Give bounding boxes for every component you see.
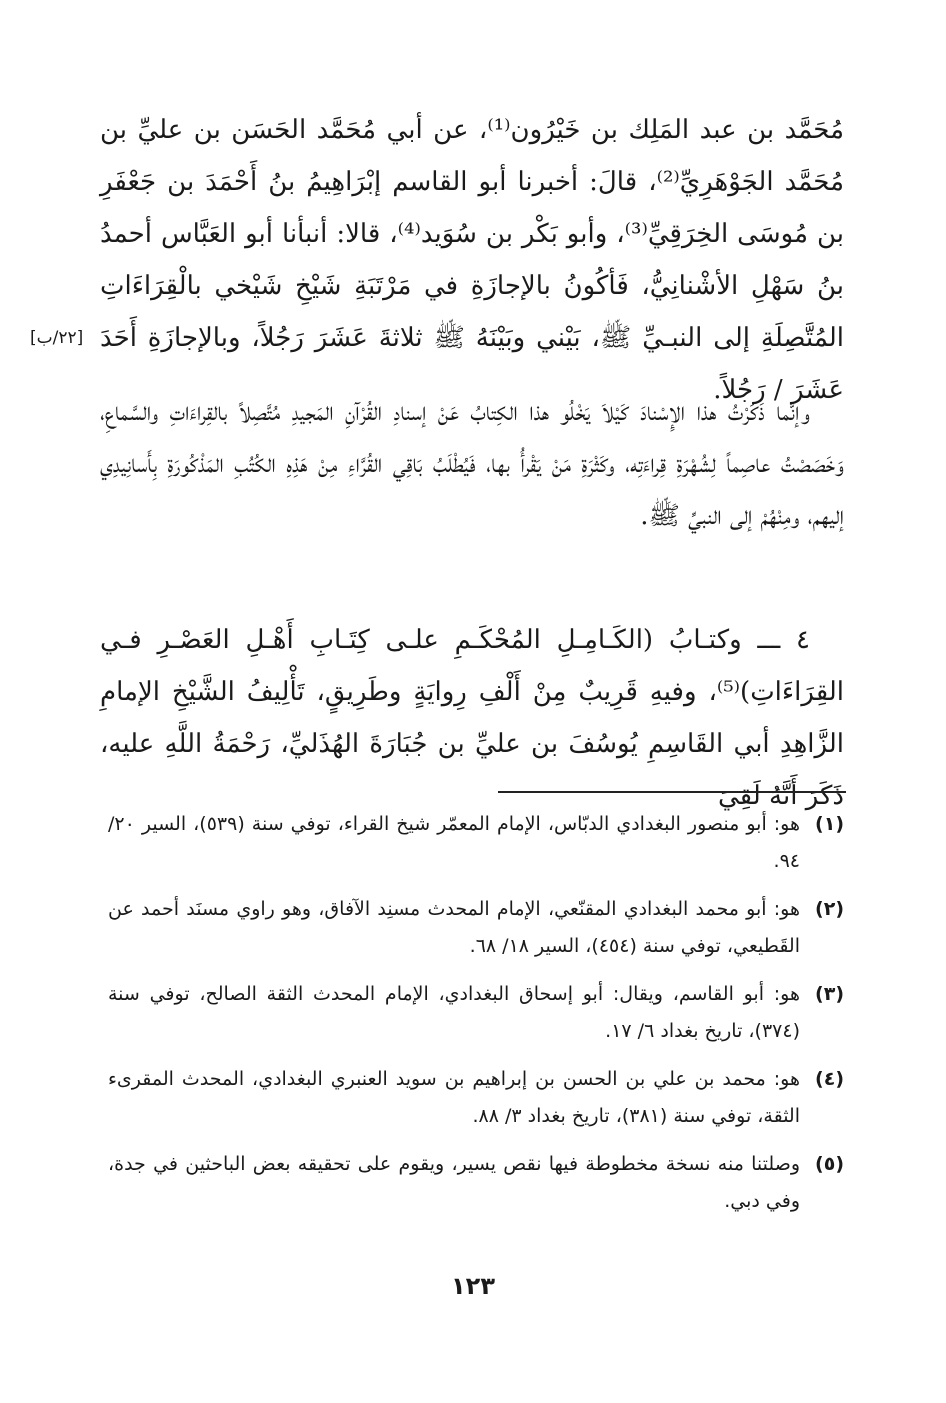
footnote-text: وصلتنا منه نسخة مخطوطة فيها نقص يسير، ويقوم على تحقيقه بعض الباحثين في جدة، وفي دبي. <box>108 1153 800 1212</box>
footnote-number: (٣) <box>815 983 844 1005</box>
footnotes <box>108 806 844 1231</box>
footnote-1 <box>108 806 844 880</box>
margin-folio-note: [٢٢/ب] <box>30 328 84 348</box>
footnote-text: هو: محمد بن علي بن الحسن بن إبراهيم بن سويد العنبري البغدادي، المحدث المقرىء الثقة، توفي سنة (٣٨١)، تاريخ بغداد ٣/ ٨٨. <box>108 1068 800 1127</box>
paragraph-2 <box>100 386 844 542</box>
paragraph-1-text: مُحَمَّد بن عبد المَلِك بن خَيْرُون⁽¹⁾، عن أبي مُحَمَّد الحَسَن بن عليِّ بن مُحَمَّد الجَوْهَرِيِّ⁽²⁾، قالَ: أخبرنا أبو القاسم إبْرَاهِيمُ بنُ أَحْمَدَ بن جَعْفَرِ بن مُوسَى الخِرَقِيِّ⁽³⁾، وأبو بَكْر بن سُوَيد⁽⁴⁾، قالا: أنبأنا أبو العَبَّاس أحمدُ بنُ سَهْلِ الأشْنانِيُّ، فَأكُونُ بالإجازَةِ في مَرْتَبَةِ شَيْخِ شَيْخي بالْقِرَاءَاتِ المُتَّصِلَةِ إلى النبـيِّ ﷺ، بَيْني وبَيْنَهُ ﷺ ثلاثةَ عَشَرَ رَجُلاً، وبالإجازَةِ أَحَدَ عَشَرَ / رَجُلاً. <box>100 115 844 405</box>
footnote-text: هو: أبو منصور البغدادي الدبّاس، الإمام المعمّر شيخ القراء، توفي سنة (٥٣٩)، السير ٢٠/ ٩٤. <box>108 813 800 872</box>
footnote-4 <box>108 1061 844 1135</box>
footnote-3 <box>108 976 844 1050</box>
footnote-number: (١) <box>815 813 844 835</box>
footnote-5 <box>108 1146 844 1220</box>
footnote-separator <box>498 791 846 793</box>
footnote-number: (٢) <box>815 898 844 920</box>
paragraph-2-text: وإنَّما ذَكَرْتُ هذا الإِسْنادَ كَيْلاَ يَخْلُو هذا الكِتابُ عَنْ إسنادِ القُرْآنِ المَجيدِ مُتَّصِلاً بالقِراءَاتِ والسَّماعِ، وَخَصَصْتُ عاصِماً لِشُهْرَةِ قِراءَتِه، وكَثْرَةِ مَنْ يَقْرأُ بها، فَيُطْلَبُ بَاقِي القُرَّاءِ مِنْ هَذِهِ الكُتُبِ المَذْكُورَةِ بِأَسانِيدِي إليهم، ومِنْهُمْ إلى النبيِّ ﷺ. <box>100 397 844 531</box>
footnote-number: (٥) <box>815 1153 844 1175</box>
footnote-text: هو: أبو القاسم، ويقال: أبو إسحاق البغدادي، الإمام المحدث الثقة الصالح، توفي سنة (٣٧٤)، تاريخ بغداد ٦/ ١٧. <box>108 983 800 1042</box>
footnote-text: هو: أبو محمد البغدادي المقنّعي، الإمام المحدث مسنِد الآفاق، وهو راوي مسنَد أحمد عن القَطيعي، توفي سنة (٤٥٤)، السير ١٨/ ٦٨. <box>108 898 800 957</box>
footnote-number: (٤) <box>815 1068 844 1090</box>
paragraph-1 <box>100 104 844 416</box>
footnote-2 <box>108 891 844 965</box>
page-number: ١٢٣ <box>451 1272 495 1300</box>
paragraph-3-text: ٤ ـــ وكتـابُ (الكَـامِـلِ المُحْكَـمِ علـى كِتَـابِ أَهْـلِ العَصْـرِ فـي القِرَاءَاتِ)⁽⁵⁾، وفيهِ قَرِيبٌ مِنْ أَلْفِ رِوايَةٍ وطَرِيقٍ، تَأْلِيفُ الشَّيْخِ الإمامِ الزَّاهِدِ أبي القَاسِمِ يُوسُفَ بن عليِّ بن جُبَارَةَ الهُذَليِّ، رَحْمَةُ اللَّهِ عليه، ذَكَرَ أَنَّهُ لَقِيَ <box>100 625 844 811</box>
